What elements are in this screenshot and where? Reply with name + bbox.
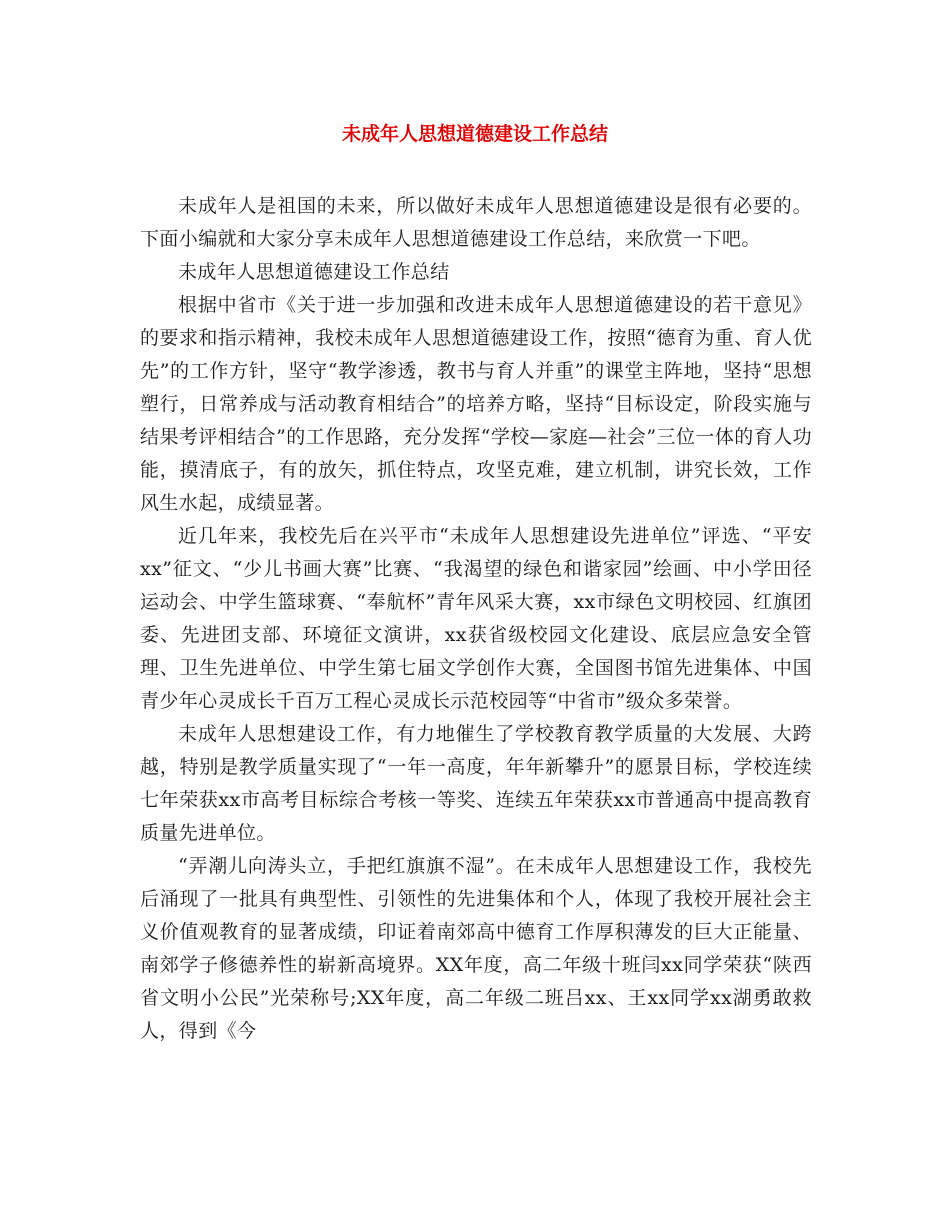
body-paragraph: 根据中省市《关于进一步加强和改进未成年人思想道德建设的若干意见》的要求和指示精神，我校未成年人思想道德建设工作，按照“德育为重、育人优先”的工作方针，坚守“教学渗透，教书与育人并重”的课堂主阵地，坚持“思想塑行，日常养成与活动教育相结合”的培养方略，坚持“目标设定，阶段实施与结果考评相结合”的工作思路，充分发挥“学校—家庭—社会”三位一体的育人功能，摸清底子，有的放矢，抓住特点，攻坚克难，建立机制，讲究长效，工作风生水起，成绩显著。 (140, 294, 812, 514)
section-subtitle: 未成年人思想道德建设工作总结 (178, 261, 450, 283)
body-paragraph: 未成年人思想建设工作，有力地催生了学校教育教学质量的大发展、大跨越，特别是教学质量实现了“一年一高度，年年新攀升”的愿景目标，学校连续七年荣获xx市高考目标综合考核一等奖、连续五年荣获xx市普通高中提高教育质量先进单位。 (140, 723, 812, 844)
body-paragraph: 近几年来，我校先后在兴平市“未成年人思想建设先进单位”评选、“平安xx”征文、“少儿书画大赛”比赛、“我渴望的绿色和谐家园”绘画、中小学田径运动会、中学生篮球赛、“奉航杯”青年风采大赛，xx市绿色文明校园、红旗团委、先进团支部、环境征文演讲，xx获省级校园文化建设、底层应急安全管理、卫生先进单位、中学生第七届文学创作大赛，全国图书馆先进集体、中国青少年心灵成长千百万工程心灵成长示范校园等“中省市”级众多荣誉。 (140, 525, 812, 712)
intro-paragraph: 未成年人是祖国的未来，所以做好未成年人思想道德建设是很有必要的。下面小编就和大家分享未成年人思想道德建设工作总结，来欣赏一下吧。 (140, 195, 812, 250)
body-paragraph: “弄潮儿向涛头立，手把红旗旗不湿”。在未成年人思想建设工作，我校先后涌现了一批具有典型性、引领性的先进集体和个人，体现了我校开展社会主义价值观教育的显著成绩，印证着南郊高中德育工作厚积薄发的巨大正能量、南郊学子修德养性的崭新高境界。XX年度，高二年级十班闫xx同学荣获“陕西省文明小公民”光荣称号;XX年度，高二年级二班吕xx、王xx同学xx湖勇敢救人，得到《今 (140, 855, 812, 1042)
document-body (140, 190, 812, 1048)
document-title: 未成年人思想道德建设工作总结 (341, 123, 608, 145)
